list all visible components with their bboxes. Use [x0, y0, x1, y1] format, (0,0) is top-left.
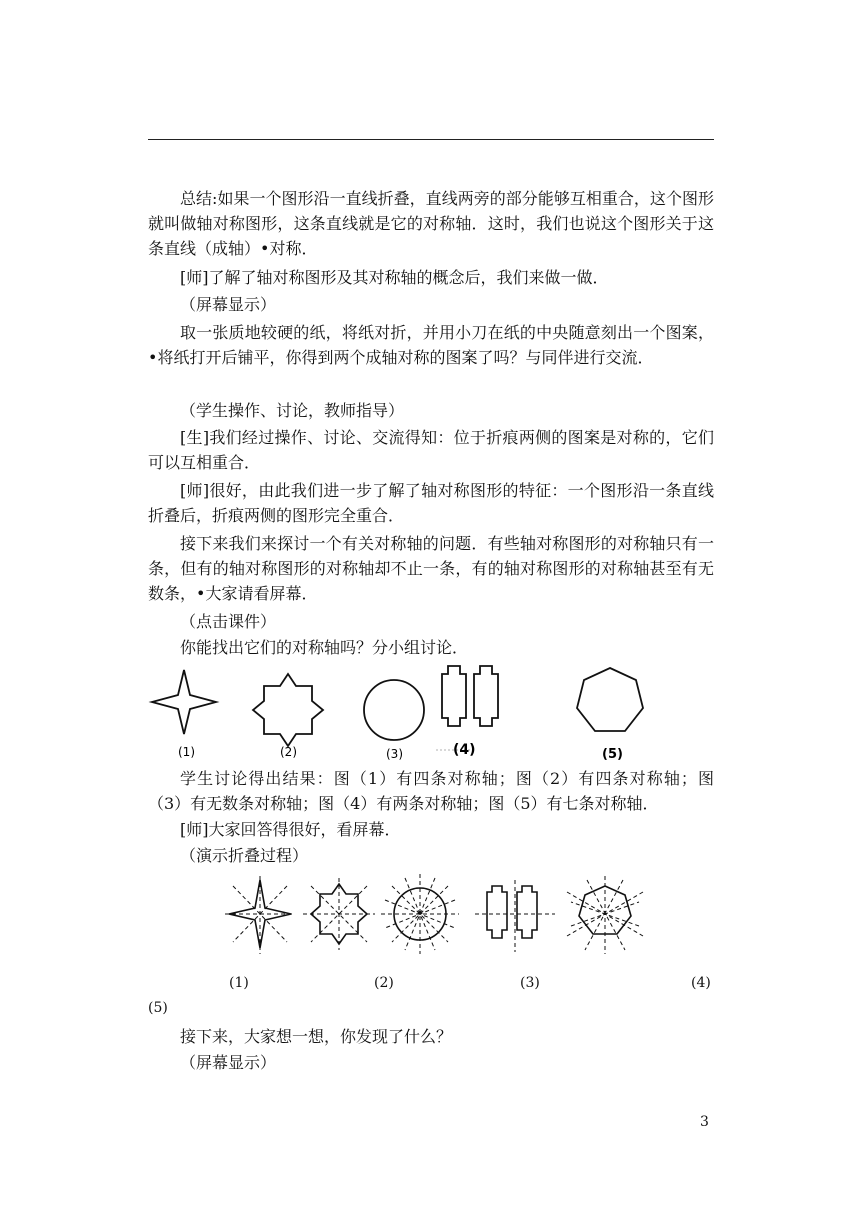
student-operation-note: （学生操作、讨论，教师指导） [180, 401, 405, 420]
teacher-paragraph-1: [师]了解了轴对称图形及其对称轴的概念后，我们来做一做． [180, 268, 609, 287]
figure1-label-3: (3) [386, 747, 403, 761]
figure2-label-5: (5) [148, 1000, 168, 1016]
figure1-label-4: (4) [453, 742, 476, 758]
figure1-label-5: (5) [602, 747, 623, 762]
demo-cross-right [517, 886, 537, 938]
figure2-label-1: (1) [229, 975, 249, 991]
axis-question-paragraph: 接下来我们来探讨一个有关对称轴的问题．有些轴对称图形的对称轴只有一条，但有的轴对称图形的对称轴却不止一条，有的轴对称图形的对称轴甚至有无数条，•大家请看屏幕． [148, 534, 714, 603]
circle-shape [364, 680, 424, 740]
student-paragraph: [生]我们经过操作、讨论、交流得知：位于折痕两侧的图案是对称的，它们可以互相重合． [148, 428, 714, 472]
screen-note-1: （屏幕显示） [180, 295, 277, 314]
demo-cross-left [487, 886, 507, 938]
summary-paragraph: 总结:如果一个图形沿一直线折叠，直线两旁的部分能够互相重合，这个图形就叫做轴对称图形，这条直线就是它的对称轴．这时，我们也说这个图形关于这条直线（成轴）•对称． [148, 189, 714, 258]
demo-folding-note: （演示折叠过程） [180, 846, 309, 865]
eight-point-star-shape [253, 674, 323, 746]
shapes-figure [148, 662, 668, 762]
think-prompt: 接下来，大家想一想，你发现了什么？ [180, 1027, 453, 1046]
four-point-star-shape [152, 670, 216, 734]
figure2-label-4: (4) [691, 975, 711, 991]
figure1-label-1: (1) [178, 745, 195, 759]
header-rule [148, 139, 714, 140]
result-paragraph: 学生讨论得出结果：图（1）有四条对称轴；图（2）有四条对称轴；图（3）有无数条对称轴；图（4）有两条对称轴；图（5）有七条对称轴． [148, 769, 714, 813]
page-number: 3 [700, 1114, 709, 1130]
teacher-paragraph-2: [师]很好，由此我们进一步了解了轴对称图形的特征：一个图形沿一条直线折叠后，折痕两侧的图形完全重合． [148, 481, 714, 525]
teacher-paragraph-3: [师]大家回答得很好，看屏幕． [180, 820, 401, 839]
cross-shape-right [474, 666, 498, 726]
discussion-prompt: 你能找出它们的对称轴吗？分小组讨论． [180, 638, 469, 657]
figure2-label-3: (3) [520, 975, 540, 991]
folding-demo-figure [215, 870, 655, 960]
figure2-label-2: (2) [374, 975, 394, 991]
click-courseware-note: （点击课件） [180, 612, 277, 631]
figure1-label-2: (2) [280, 745, 297, 759]
heptagon-shape [577, 668, 643, 731]
cross-shape-left [442, 666, 466, 726]
screen-note-2: （屏幕显示） [180, 1053, 277, 1072]
activity-paragraph: 取一张质地较硬的纸，将纸对折，并用小刀在纸的中央随意刻出一个图案，•将纸打开后铺平，你得到两个成轴对称的图案了吗？与同伴进行交流． [148, 323, 714, 367]
